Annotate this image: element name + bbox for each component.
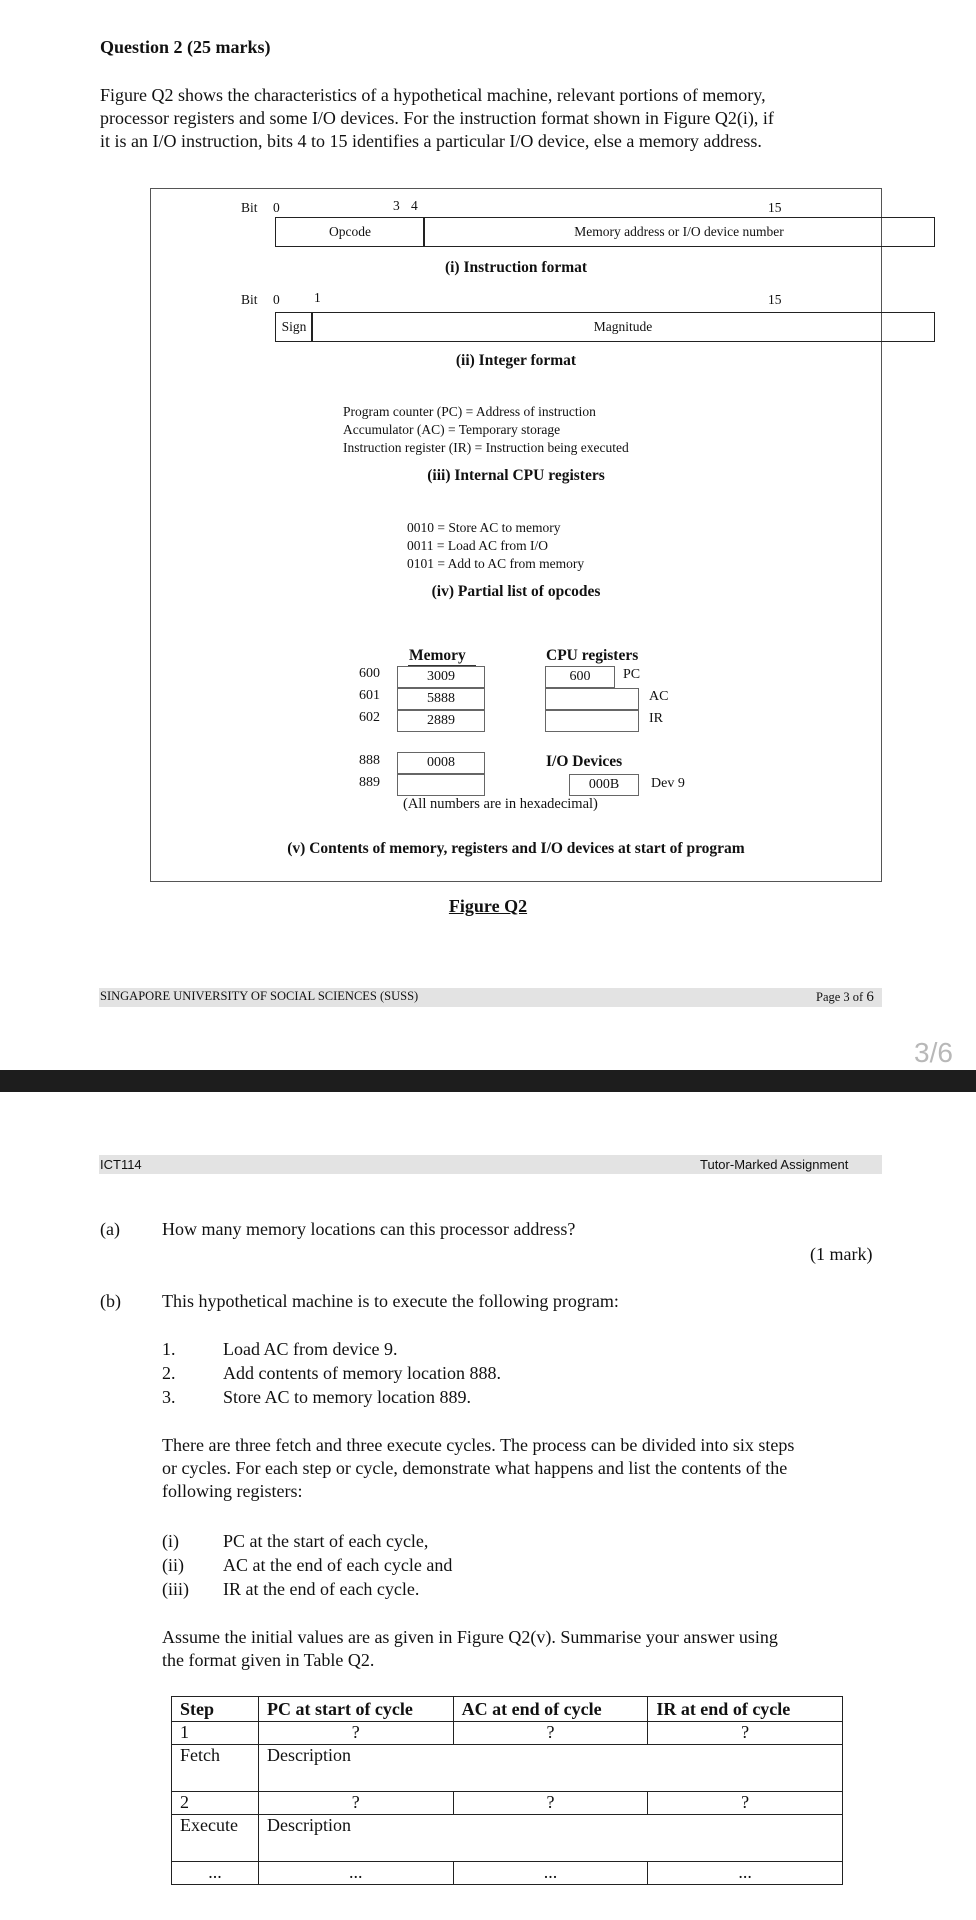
- description-cell: Description: [258, 1745, 842, 1792]
- qb-text: This hypothetical machine is to execute the following program:: [162, 1291, 619, 1311]
- program-item: 2. Add contents of memory location 888.: [162, 1363, 501, 1383]
- paragraph-line: Assume the initial values are as given in Figure Q2(v). Summarise your answer using: [162, 1627, 778, 1647]
- step-name: Execute: [172, 1815, 259, 1862]
- contents-caption: (v) Contents of memory, registers and I/O devices at start of program: [287, 840, 745, 857]
- intro-line: Figure Q2 shows the characteristics of a hypothetical machine, relevant portions of memory,: [100, 85, 766, 105]
- paragraph-line: or cycles. For each step or cycle, demonstrate what happens and list the contents of the: [162, 1458, 788, 1478]
- intro-line: processor registers and some I/O devices. For the instruction format shown in Figure Q2(i), if: [100, 108, 774, 128]
- pc-cell: ?: [258, 1722, 453, 1745]
- memory-cell: 0008: [397, 752, 485, 774]
- qa-marks: (1 mark): [810, 1244, 873, 1264]
- dev9-register: 000B: [569, 774, 639, 796]
- opcode-line: 0101 = Add to AC from memory: [407, 556, 585, 571]
- qa-label: (a): [100, 1219, 120, 1239]
- memory-cell: 3009: [397, 666, 485, 688]
- description-cell: Description: [258, 1815, 842, 1862]
- memory-address: 602: [359, 710, 380, 725]
- ellipsis-cell: ...: [258, 1862, 453, 1885]
- bit-4: 4: [411, 198, 418, 213]
- register-line: Instruction register (IR) = Instruction being executed: [343, 440, 629, 455]
- ir-register: [545, 710, 639, 732]
- page-indicator: 3/6: [914, 1037, 953, 1068]
- bit-label: Bit: [241, 200, 258, 215]
- table-row: [172, 1792, 843, 1815]
- pc-label: PC: [623, 667, 641, 682]
- pc-cell: ?: [258, 1792, 453, 1815]
- header-pc: PC at start of cycle: [258, 1697, 453, 1722]
- program-item: 3. Store AC to memory location 889.: [162, 1387, 471, 1407]
- sub-item: (iii) IR at the end of each cycle.: [162, 1579, 420, 1599]
- memory-address: 889: [359, 775, 380, 790]
- question-heading: Question 2 (25 marks): [100, 37, 271, 57]
- paragraph-line: the format given in Table Q2.: [162, 1650, 375, 1670]
- assignment-label: Tutor-Marked Assignment: [700, 1157, 849, 1172]
- sign-field: Sign: [275, 312, 313, 342]
- step-number: 1: [172, 1722, 259, 1745]
- table-row: [172, 1862, 843, 1885]
- qb-label: (b): [100, 1291, 121, 1311]
- ir-cell: ?: [648, 1722, 843, 1745]
- memory-address: 888: [359, 753, 380, 768]
- ellipsis-cell: ...: [453, 1862, 648, 1885]
- register-line: Accumulator (AC) = Temporary storage: [343, 422, 561, 437]
- sub-item: (i) PC at the start of each cycle,: [162, 1531, 429, 1551]
- bit-0: 0: [273, 200, 280, 215]
- pc-register: 600: [545, 666, 615, 688]
- memory-cell: 2889: [397, 710, 485, 732]
- table-q2: [171, 1696, 843, 1885]
- hex-note: (All numbers are in hexadecimal): [403, 796, 598, 812]
- opcodes-caption: (iv) Partial list of opcodes: [431, 583, 601, 600]
- program-list: [162, 1338, 501, 1410]
- bit-15: 15: [768, 292, 782, 307]
- header-ac: AC at end of cycle: [453, 1697, 648, 1722]
- qa-text: How many memory locations can this processor address?: [162, 1219, 576, 1239]
- integer-format-caption: (ii) Integer format: [455, 352, 577, 369]
- ac-cell: ?: [453, 1792, 648, 1815]
- ir-cell: ?: [648, 1792, 843, 1815]
- instruction-paragraph: [162, 1434, 892, 1503]
- table-header-row: [172, 1697, 843, 1722]
- header-ir: IR at end of cycle: [648, 1697, 843, 1722]
- dev9-label: Dev 9: [651, 776, 685, 791]
- memory-cell: 5888: [397, 688, 485, 710]
- table-row: [172, 1745, 843, 1792]
- bit-3: 3: [393, 198, 400, 213]
- memory-cell: [397, 774, 485, 796]
- footer-page: [816, 989, 874, 1006]
- figure-title: Figure Q2: [448, 896, 528, 916]
- page-separator: [0, 1070, 976, 1092]
- ac-cell: ?: [453, 1722, 648, 1745]
- assume-paragraph: [162, 1626, 892, 1672]
- intro-paragraph: [100, 84, 900, 153]
- ac-label: AC: [649, 689, 669, 704]
- register-sub-items: [162, 1530, 452, 1602]
- footer-page-total: 6: [866, 989, 874, 1005]
- sub-item: (ii) AC at the end of each cycle and: [162, 1555, 453, 1575]
- opcode-field: Opcode: [275, 217, 425, 247]
- register-descriptions: [343, 403, 629, 457]
- footer-page-label: Page 3 of: [816, 990, 864, 1004]
- paragraph-line: There are three fetch and three execute cycles. The process can be divided into six steps: [162, 1435, 795, 1455]
- ellipsis-cell: ...: [648, 1862, 843, 1885]
- opcode-list: [407, 519, 584, 573]
- header-step: Step: [172, 1697, 259, 1722]
- figure-q2-box: [150, 188, 882, 882]
- address-field: Memory address or I/O device number: [423, 217, 935, 247]
- bit-1: 1: [314, 290, 321, 305]
- cpu-registers-heading: CPU registers: [546, 647, 639, 664]
- io-devices-heading: I/O Devices: [546, 753, 623, 770]
- memory-address: 600: [359, 666, 380, 681]
- bit-15: 15: [768, 200, 782, 215]
- registers-caption: (iii) Internal CPU registers: [427, 467, 605, 484]
- bit-0: 0: [273, 292, 280, 307]
- step-number: 2: [172, 1792, 259, 1815]
- ellipsis-cell: ...: [172, 1862, 259, 1885]
- step-name: Fetch: [172, 1745, 259, 1792]
- opcode-line: 0011 = Load AC from I/O: [407, 538, 548, 553]
- opcode-line: 0010 = Store AC to memory: [407, 520, 561, 535]
- instruction-format-caption: (i) Instruction format: [444, 259, 588, 276]
- ac-register: [545, 688, 639, 710]
- ir-label: IR: [649, 711, 663, 726]
- intro-line: it is an I/O instruction, bits 4 to 15 identifies a particular I/O device, else a memory address.: [100, 131, 762, 151]
- paragraph-line: following registers:: [162, 1481, 303, 1501]
- program-item: 1. Load AC from device 9.: [162, 1339, 398, 1359]
- footer-institution: SINGAPORE UNIVERSITY OF SOCIAL SCIENCES (SUSS): [100, 989, 419, 1003]
- table-row: [172, 1722, 843, 1745]
- course-code: ICT114: [100, 1157, 142, 1172]
- memory-heading: Memory: [409, 647, 466, 664]
- register-line: Program counter (PC) = Address of instruction: [343, 404, 596, 419]
- memory-address: 601: [359, 688, 380, 703]
- magnitude-field: Magnitude: [311, 312, 935, 342]
- table-row: [172, 1815, 843, 1862]
- bit-label: Bit: [241, 292, 258, 307]
